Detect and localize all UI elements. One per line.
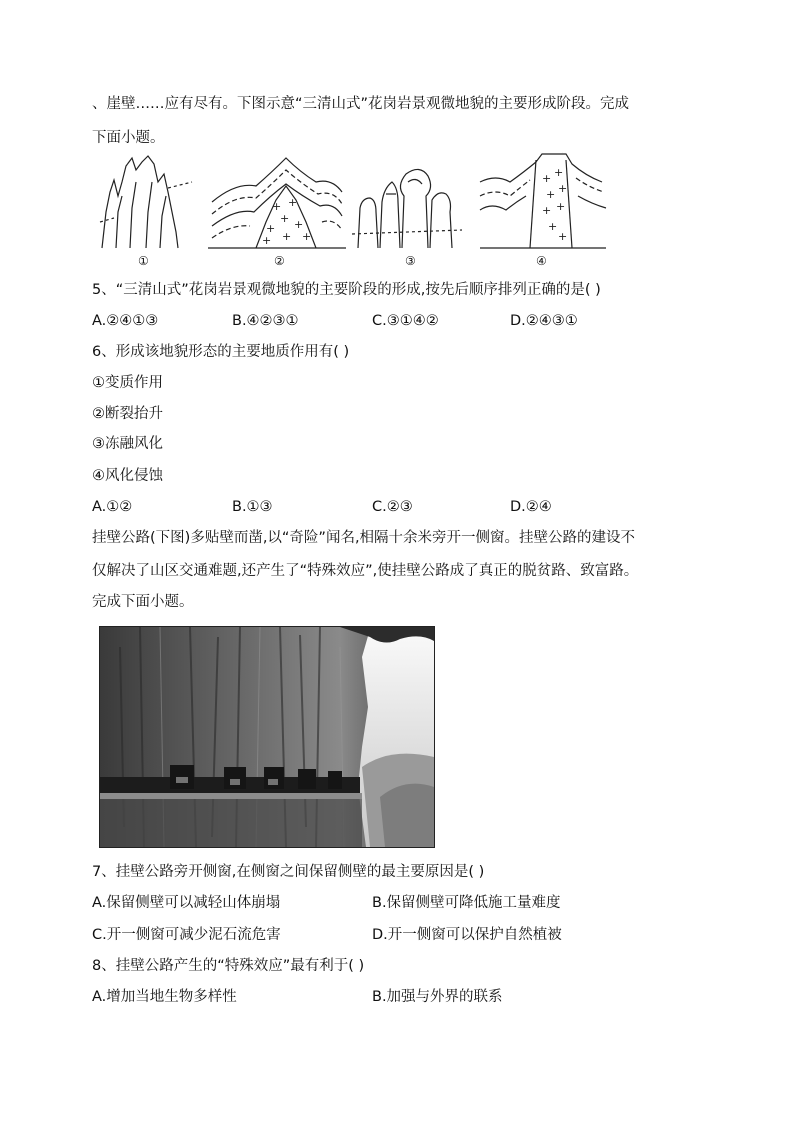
question-6-item-2: ②断裂抬升: [92, 406, 163, 422]
intro-1-line-1: 、崖壁……应有尽有。下图示意“三清山式”花岗岩景观微地貌的主要形成阶段。完成: [92, 96, 630, 112]
question-6-option-a[interactable]: A.①②: [92, 499, 133, 515]
svg-text:+: +: [548, 220, 558, 233]
question-8-option-b[interactable]: B.加强与外界的联系: [372, 989, 503, 1005]
question-6-item-3: ③冻融风化: [92, 436, 163, 452]
question-6-option-b[interactable]: B.①③: [232, 499, 273, 515]
question-8-stem: 8、挂壁公路产生的“特殊效应”最有利于( ): [92, 958, 365, 974]
question-6-stem: 6、形成该地貌形态的主要地质作用有( ): [92, 344, 350, 360]
question-5-stem: 5、“三清山式”花岗岩景观微地貌的主要阶段的形成,按先后顺序排列正确的是( ): [92, 282, 601, 298]
svg-text:+: +: [282, 230, 292, 243]
question-7-option-c[interactable]: C.开一侧窗可减少泥石流危害: [92, 927, 281, 943]
svg-text:+: +: [546, 188, 556, 201]
question-5-option-d[interactable]: D.②④③①: [510, 313, 578, 329]
question-5-option-c[interactable]: C.③①④②: [372, 313, 439, 329]
intro-2-line-2: 仅解决了山区交通难题,还产生了“特殊效应”,使挂壁公路成了真正的脱贫路、致富路。: [92, 563, 639, 579]
question-8-option-a[interactable]: A.增加当地生物多样性: [92, 989, 237, 1005]
svg-text:+: +: [558, 182, 568, 195]
question-7-option-a[interactable]: A.保留侧壁可以减轻山体崩塌: [92, 895, 281, 911]
stage-label-1: ①: [138, 254, 149, 268]
intro-1-line-2: 下面小题。: [92, 130, 165, 146]
intro-2-line-3: 完成下面小题。: [92, 594, 194, 610]
svg-text:+: +: [294, 218, 304, 231]
question-7-option-b[interactable]: B.保留侧壁可降低施工量难度: [372, 895, 561, 911]
stage-label-4: ④: [536, 254, 547, 268]
landform-stages-figure: [96, 152, 616, 268]
question-6-item-4: ④风化侵蚀: [92, 468, 163, 484]
question-6-option-c[interactable]: C.②③: [372, 499, 413, 515]
cliff-road-photo: [99, 626, 435, 848]
question-5-option-b[interactable]: B.④②③①: [232, 313, 299, 329]
svg-text:+: +: [556, 200, 566, 213]
stage-4-sketch: [480, 152, 606, 248]
svg-text:+: +: [266, 222, 276, 235]
question-6-item-1: ①变质作用: [92, 375, 163, 391]
question-7-option-d[interactable]: D.开一侧窗可以保护自然植被: [372, 927, 562, 943]
question-7-stem: 7、挂壁公路旁开侧窗,在侧窗之间保留侧壁的最主要原因是( ): [92, 864, 485, 880]
svg-text:+: +: [542, 172, 552, 185]
svg-text:+: +: [554, 166, 564, 179]
question-5-option-a[interactable]: A.②④①③: [92, 313, 159, 329]
svg-text:+: +: [302, 230, 312, 243]
stage-label-3: ③: [405, 254, 416, 268]
svg-text:+: +: [280, 212, 290, 225]
stage-3-sketch: [352, 169, 462, 248]
stage-1-sketch: [100, 156, 192, 248]
intro-2-line-1: 挂壁公路(下图)多贴壁而凿,以“奇险”闻名,相隔十余米旁开一侧窗。挂壁公路的建设不: [92, 530, 636, 546]
svg-text:+: +: [272, 200, 282, 213]
svg-text:+: +: [288, 196, 298, 209]
svg-text:+: +: [262, 234, 272, 247]
stage-label-2: ②: [274, 254, 285, 268]
question-6-option-d[interactable]: D.②④: [510, 499, 552, 515]
svg-text:+: +: [542, 204, 552, 217]
svg-text:+: +: [558, 230, 568, 243]
